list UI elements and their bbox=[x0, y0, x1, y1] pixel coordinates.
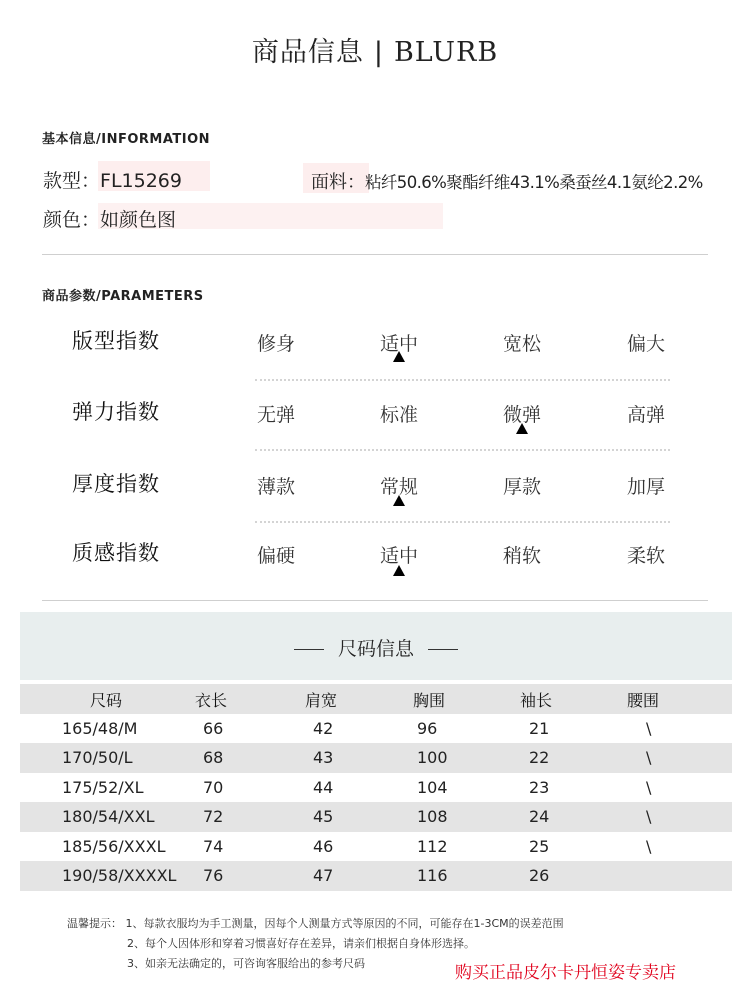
table-row bbox=[20, 773, 732, 803]
table-row bbox=[20, 802, 732, 832]
table-cell: 23 bbox=[529, 777, 550, 797]
param-option: 薄款 bbox=[256, 476, 295, 498]
table-cell: 70 bbox=[203, 777, 224, 797]
table-header-cell: 胸围 bbox=[413, 691, 446, 710]
table-cell: 26 bbox=[529, 866, 550, 885]
selection-marker bbox=[393, 351, 405, 362]
table-cell: 21 bbox=[529, 718, 550, 738]
table-cell: 42 bbox=[313, 718, 334, 738]
table-header-cell: 袖长 bbox=[520, 691, 553, 710]
table-cell: 25 bbox=[529, 836, 550, 856]
param-divider bbox=[255, 449, 670, 451]
parameters-heading: 商品参数/PARAMETERS bbox=[42, 289, 204, 304]
selection-marker bbox=[393, 495, 405, 506]
table-cell: \ bbox=[646, 777, 652, 797]
table-row bbox=[20, 861, 732, 891]
color-value: 如颜色图 bbox=[100, 209, 177, 231]
param-option: 稍软 bbox=[502, 545, 541, 567]
table-cell: \ bbox=[646, 748, 652, 767]
table-header-cell: 肩宽 bbox=[305, 691, 338, 710]
style-row bbox=[43, 166, 182, 193]
style-label: 款型： bbox=[43, 170, 101, 192]
param-option: 常规 bbox=[379, 476, 418, 498]
fabric-row bbox=[311, 168, 703, 194]
param-option: 适中 bbox=[379, 333, 418, 355]
table-cell: 185/56/XXXL bbox=[62, 836, 166, 856]
store-name: 购买正品皮尔卡丹恒姿专卖店 bbox=[455, 963, 676, 983]
param-label-thickness: 厚度指数 bbox=[72, 472, 160, 496]
table-header-cell: 腰围 bbox=[627, 691, 660, 710]
table-cell: 96 bbox=[417, 718, 438, 738]
selection-marker bbox=[516, 423, 528, 434]
table-header-cell: 尺码 bbox=[90, 691, 123, 710]
table-cell: \ bbox=[646, 718, 652, 738]
param-option: 修身 bbox=[256, 333, 295, 355]
table-cell: 72 bbox=[203, 807, 224, 826]
table-cell: 24 bbox=[529, 807, 550, 826]
param-divider bbox=[255, 521, 670, 523]
table-cell: 46 bbox=[313, 836, 334, 856]
title-en: BLURB bbox=[393, 37, 499, 68]
table-cell: 100 bbox=[417, 748, 448, 767]
param-option: 宽松 bbox=[502, 333, 541, 355]
param-option: 偏硬 bbox=[256, 545, 295, 567]
param-label-texture: 质感指数 bbox=[72, 541, 160, 565]
table-row bbox=[20, 743, 732, 773]
table-header-row bbox=[20, 684, 732, 714]
param-option: 标准 bbox=[379, 404, 418, 426]
color-label: 颜色： bbox=[43, 209, 101, 231]
note-line: 温馨提示： 1、每款衣服均为手工测量，因每个人测量方式等原因的不同，可能存在1-3CM的误差范围 bbox=[67, 917, 564, 930]
table-cell: 116 bbox=[417, 866, 448, 885]
table-cell: 170/50/L bbox=[62, 748, 133, 767]
note-line: 2、每个人因体形和穿着习惯喜好存在差异，请亲们根据自身体形选择。 bbox=[127, 937, 475, 950]
parameters-divider bbox=[42, 600, 708, 601]
fabric-value: 粘纤50.6%聚酯纤维43.1%桑蚕丝4.1氨纶2.2% bbox=[365, 173, 703, 192]
table-cell: 104 bbox=[417, 777, 448, 797]
table-cell: 175/52/XL bbox=[62, 777, 144, 797]
table-cell: 76 bbox=[203, 866, 224, 885]
table-row bbox=[20, 714, 732, 744]
table-cell: 180/54/XXL bbox=[62, 807, 155, 826]
size-chart-title-text: 尺码信息 bbox=[337, 638, 414, 660]
table-cell: 190/58/XXXXL bbox=[62, 866, 177, 885]
table-cell: 165/48/M bbox=[62, 718, 138, 738]
table-cell: 108 bbox=[417, 807, 448, 826]
fabric-label: 面料： bbox=[311, 172, 365, 193]
size-chart-title bbox=[20, 634, 732, 661]
size-table bbox=[20, 684, 732, 891]
param-option: 厚款 bbox=[502, 476, 541, 498]
table-cell: \ bbox=[646, 836, 652, 856]
title-separator: | bbox=[373, 37, 384, 68]
param-label-fit: 版型指数 bbox=[72, 329, 160, 353]
info-divider bbox=[42, 254, 708, 255]
selection-marker bbox=[393, 565, 405, 576]
param-option: 微弹 bbox=[502, 404, 541, 426]
table-cell: 68 bbox=[203, 748, 224, 767]
title-cn: 商品信息 bbox=[251, 37, 364, 68]
table-cell: 66 bbox=[203, 718, 224, 738]
param-option: 偏大 bbox=[626, 333, 665, 355]
info-heading: 基本信息/INFORMATION bbox=[42, 132, 211, 147]
param-divider bbox=[255, 379, 670, 381]
table-cell: \ bbox=[646, 807, 652, 826]
table-cell: 22 bbox=[529, 748, 550, 767]
param-option: 高弹 bbox=[626, 404, 665, 426]
param-option: 加厚 bbox=[626, 476, 665, 498]
param-option: 适中 bbox=[379, 545, 418, 567]
note-line: 3、如亲无法确定的，可咨询客服给出的参考尺码 bbox=[127, 957, 365, 970]
param-option: 柔软 bbox=[626, 545, 665, 567]
title-dash bbox=[428, 649, 458, 650]
param-option: 无弹 bbox=[256, 404, 295, 426]
param-label-elasticity: 弹力指数 bbox=[72, 400, 160, 424]
table-row bbox=[20, 832, 732, 862]
color-row bbox=[43, 205, 176, 232]
style-value: FL15269 bbox=[100, 170, 182, 192]
table-cell: 74 bbox=[203, 836, 224, 856]
title-dash bbox=[294, 649, 324, 650]
table-cell: 112 bbox=[417, 836, 448, 856]
size-chart-banner bbox=[20, 612, 732, 680]
table-header-cell: 衣长 bbox=[195, 691, 228, 710]
table-cell: 43 bbox=[313, 748, 334, 767]
table-cell: 44 bbox=[313, 777, 334, 797]
table-cell: 45 bbox=[313, 807, 334, 826]
table-cell: 47 bbox=[313, 866, 334, 885]
page-title bbox=[0, 30, 750, 69]
